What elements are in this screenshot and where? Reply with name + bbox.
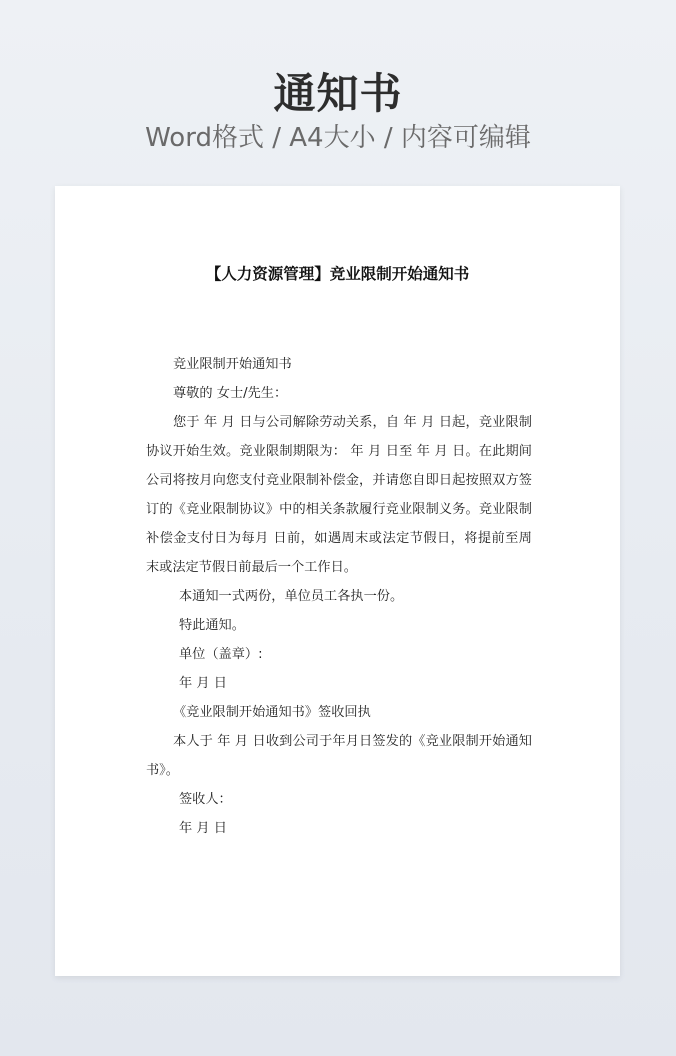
notice-heading: 竞业限制开始通知书 xyxy=(173,357,292,372)
banner-subtitle: Word格式 / A4大小 / 内容可编辑 xyxy=(145,123,531,153)
document-title: 【人力资源管理】竞业限制开始通知书 xyxy=(205,265,470,283)
banner xyxy=(0,0,676,186)
special-notice-line: 特此通知。 xyxy=(179,618,245,633)
signer-line: 签收人： xyxy=(179,792,232,807)
document-body xyxy=(146,350,532,843)
greeting-line: 尊敬的 女士/先生： xyxy=(173,386,288,401)
company-seal-line: 单位（盖章）: xyxy=(179,647,263,662)
receipt-date-line: 年 月 日 xyxy=(179,821,227,836)
document-page xyxy=(55,186,620,976)
receipt-paragraph: 本人于 年 月 日收到公司于年月日签发的《竞业限制开始通知书》。 xyxy=(146,734,532,778)
banner-title: 通知书 xyxy=(273,69,403,118)
date-line: 年 月 日 xyxy=(179,676,227,691)
copies-line: 本通知一式两份，单位员工各执一份。 xyxy=(179,589,404,604)
receipt-title: 《竞业限制开始通知书》签收回执 xyxy=(173,705,371,720)
main-paragraph: 您于 年 月 日与公司解除劳动关系，自 年 月 日起，竞业限制协议开始生效。竞业限制期限为： 年 月 日至 年 月 日。在此期间公司将按月向您支付竞业限制补偿金，并请您自即日起按照双方签订的《竞业限制协议》中的相关条款履行竞业限制义务。竞业限制补偿金支付日为每月 日前，如遇周末或法定节假日，将提前至周末或法定节假日前最后一个工作日。 xyxy=(146,415,532,575)
